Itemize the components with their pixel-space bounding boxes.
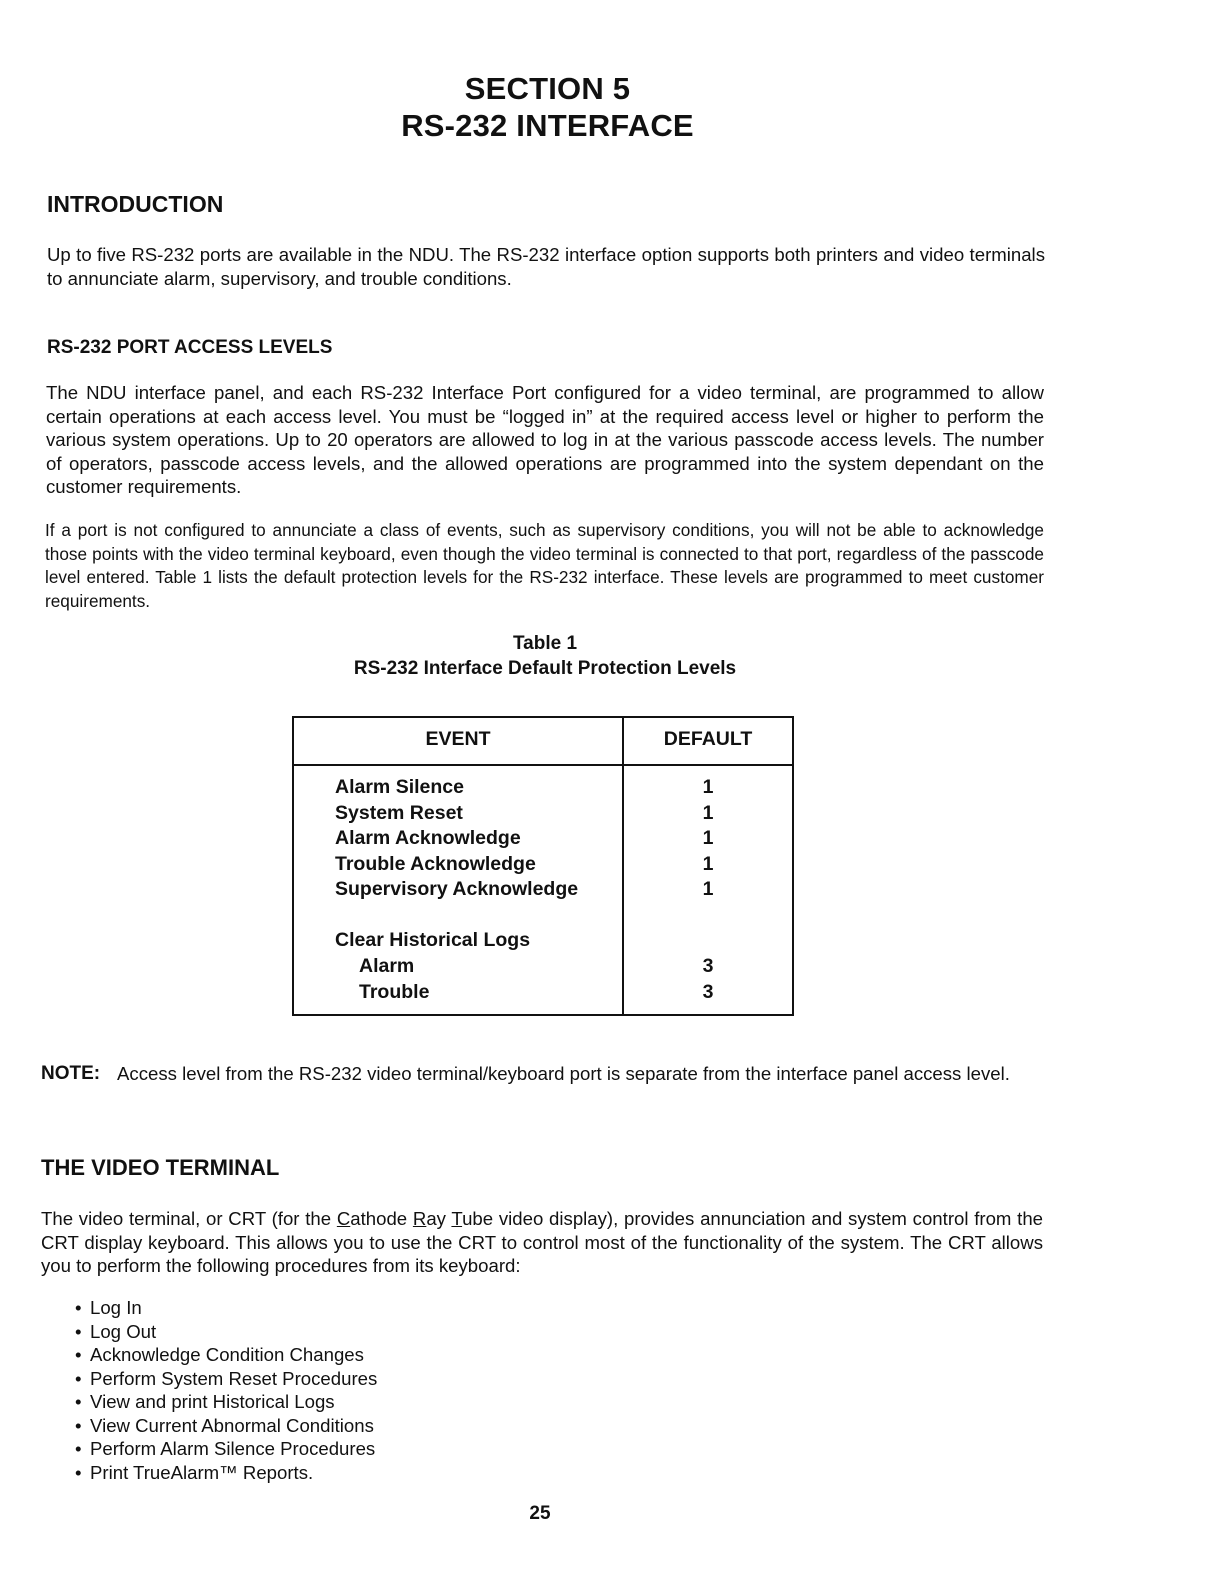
- page-number: 25: [529, 1503, 551, 1524]
- acronym-word-ay: ay: [426, 1208, 452, 1229]
- table-header-default: DEFAULT: [663, 728, 753, 750]
- acronym-word-athode: athode: [350, 1208, 413, 1229]
- bullet-icon: •: [75, 1438, 82, 1459]
- list-item: [75, 1461, 377, 1485]
- table-row-event: System Reset: [335, 802, 463, 824]
- acronym-word-ube: ube: [462, 1208, 494, 1229]
- list-item-text: Acknowledge Condition Changes: [90, 1344, 364, 1365]
- list-item: [75, 1390, 377, 1414]
- note-label: NOTE:: [41, 1063, 101, 1084]
- acronym-letter-r: R: [412, 1208, 427, 1229]
- table-header-divider: [294, 764, 792, 766]
- table-row-default: 1: [702, 776, 714, 798]
- bullet-icon: •: [75, 1320, 82, 1342]
- list-item: [75, 1320, 377, 1344]
- list-item-text: Perform System Reset Procedures: [90, 1367, 378, 1389]
- access-levels-paragraph-1: The NDU interface panel, and each RS-232 Interface Port configured for a video terminal, are programmed to allow certain operations at each access level. You must be “logged in” at the required access level or higher to perform the various system operations. Up to 20 operators are allowed to log in at the various passcode access levels. The number of operators, passcode access levels, and the allowed operations are programmed into the system dependant on the customer requirements.: [46, 382, 1044, 498]
- table-row-default: 3: [702, 981, 714, 1003]
- video-terminal-heading: THE VIDEO TERMINAL: [41, 1155, 280, 1180]
- section-number: SECTION 5: [464, 71, 631, 106]
- table-row-default: 1: [702, 802, 714, 824]
- section-title: RS-232 INTERFACE: [401, 108, 694, 143]
- introduction-heading: INTRODUCTION: [47, 191, 224, 217]
- list-item: [75, 1343, 377, 1367]
- table-caption-number: Table 1: [512, 633, 578, 654]
- video-terminal-paragraph-end: video display), provides annunciation and system control from the CRT display keyboard. This allows you to use the CRT to control most of the functionality of the system. The CRT allows you to perform the following procedures from its keyboard:: [41, 1208, 1044, 1277]
- access-levels-heading: RS-232 PORT ACCESS LEVELS: [47, 337, 333, 358]
- access-levels-paragraph-2: If a port is not configured to annunciate a class of events, such as supervisory conditions, you will not be able to acknowledge those points with the video terminal keyboard, even though the video terminal is connected to that port, regardless of the passcode level entered. Table 1 lists the default protection levels for the RS-232 interface. These levels are programmed to meet customer requirements.: [45, 520, 1044, 611]
- table-row-event: Trouble Acknowledge: [335, 853, 536, 875]
- list-item-text: View and print Historical Logs: [90, 1391, 335, 1412]
- list-item-text: Print TrueAlarm™ Reports.: [90, 1461, 314, 1483]
- bullet-icon: •: [75, 1367, 82, 1389]
- table-row-event: Trouble: [359, 981, 430, 1003]
- list-item-text: Log Out: [90, 1320, 157, 1342]
- table-row-default: 1: [702, 853, 714, 875]
- list-item: [75, 1414, 377, 1438]
- video-terminal-paragraph: [41, 1207, 1043, 1278]
- procedures-list: [75, 1296, 377, 1484]
- list-item: [75, 1367, 377, 1391]
- table-caption-title: RS-232 Interface Default Protection Levels: [353, 658, 737, 679]
- table-row-event: Alarm: [359, 955, 415, 977]
- acronym-letter-c: C: [336, 1208, 351, 1229]
- list-item-text: Log In: [90, 1297, 142, 1318]
- list-item: [75, 1296, 377, 1320]
- table-row-event: Alarm Silence: [335, 776, 464, 798]
- bullet-icon: •: [75, 1461, 82, 1483]
- introduction-paragraph: Up to five RS-232 ports are available in the NDU. The RS-232 interface option supports both printers and video terminals to annunciate alarm, supervisory, and trouble conditions.: [47, 244, 1045, 289]
- protection-levels-table: [292, 716, 794, 1016]
- acronym-letter-t: T: [451, 1208, 463, 1229]
- table-row-event: Clear Historical Logs: [335, 929, 531, 951]
- list-item-text: Perform Alarm Silence Procedures: [90, 1438, 376, 1459]
- table-row-event: Supervisory Acknowledge: [335, 878, 579, 900]
- table-row-event: Alarm Acknowledge: [335, 827, 521, 849]
- table-row-default: 3: [702, 955, 714, 977]
- list-item-text: View Current Abnormal Conditions: [90, 1414, 374, 1436]
- video-terminal-paragraph-start: The video terminal, or CRT (for the: [41, 1208, 337, 1229]
- table-row-default: 1: [702, 878, 714, 900]
- bullet-icon: •: [75, 1391, 82, 1412]
- bullet-icon: •: [75, 1344, 82, 1365]
- bullet-icon: •: [75, 1414, 82, 1436]
- table-header-event: EVENT: [425, 728, 491, 750]
- table-row-default: 1: [702, 827, 714, 849]
- note-text: Access level from the RS-232 video terminal/keyboard port is separate from the interface panel access level.: [117, 1063, 1010, 1084]
- list-item: [75, 1437, 377, 1461]
- bullet-icon: •: [75, 1297, 82, 1318]
